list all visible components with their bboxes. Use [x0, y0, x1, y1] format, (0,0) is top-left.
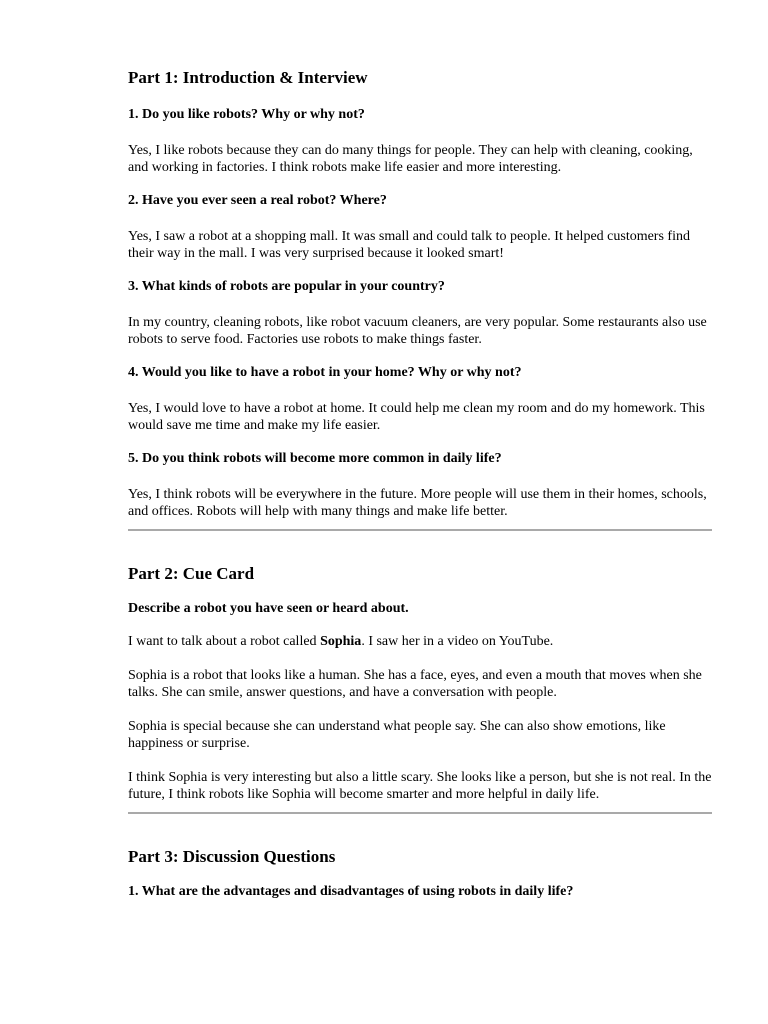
- part2-intro-after: . I saw her in a video on YouTube.: [361, 634, 554, 649]
- part2-paragraph-3: I think Sophia is very interesting but also a little scary. She looks like a person, but she is not real. In the future, I think robots like Sophia will become smarter and more helpful in daily life.: [128, 770, 712, 802]
- part2-paragraph-2: Sophia is special because she can understand what people say. She can also show emotions, like happiness or surprise.: [128, 719, 666, 751]
- part1-question-2: 2. Have you ever seen a real robot? Where?: [128, 193, 387, 208]
- part2-intro: [128, 633, 712, 650]
- part1-answer-4: Yes, I would love to have a robot at home. It could help me clean my room and do my homework. This would save me time and make my life easier.: [128, 401, 705, 433]
- section-divider-1: [128, 529, 712, 531]
- part1-question-5: 5. Do you think robots will become more common in daily life?: [128, 451, 502, 466]
- part3-title: Part 3: Discussion Questions: [128, 847, 336, 866]
- part2-title: Part 2: Cue Card: [128, 564, 255, 583]
- part1-question-4: 4. Would you like to have a robot in your home? Why or why not?: [128, 365, 522, 380]
- part1-question-1: 1. Do you like robots? Why or why not?: [128, 107, 365, 122]
- part1-answer-5: Yes, I think robots will be everywhere in the future. More people will use them in their homes, schools, and offices. Robots will help with many things and make life better.: [128, 487, 707, 519]
- part2-intro-name: Sophia: [320, 634, 362, 649]
- part1-title: Part 1: Introduction & Interview: [128, 68, 368, 87]
- part1-answer-3: In my country, cleaning robots, like robot vacuum cleaners, are very popular. Some restaurants also use robots to serve food. Factories use robots to make things faster.: [128, 315, 707, 347]
- part2-prompt: Describe a robot you have seen or heard about.: [128, 601, 409, 616]
- part1-answer-1: Yes, I like robots because they can do many things for people. They can help with cleaning, cooking, and working in factories. I think robots make life easier and more interesting.: [128, 143, 693, 175]
- part1-question-3: 3. What kinds of robots are popular in your country?: [128, 279, 445, 294]
- part2-paragraph-1: Sophia is a robot that looks like a human. She has a face, eyes, and even a mouth that moves when she talks. She can smile, answer questions, and have a conversation with people.: [128, 668, 702, 700]
- part3-question-1: 1. What are the advantages and disadvantages of using robots in daily life?: [128, 884, 574, 899]
- section-divider-2: [128, 812, 712, 814]
- part2-intro-before: I want to talk about a robot called: [128, 634, 321, 649]
- part1-answer-2: Yes, I saw a robot at a shopping mall. It was small and could talk to people. It helped customers find their way in the mall. I was very surprised because it looked smart!: [128, 229, 690, 261]
